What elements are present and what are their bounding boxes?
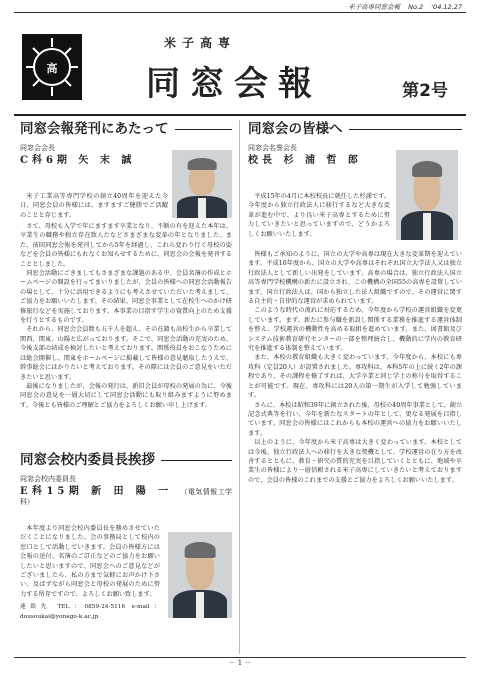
paragraph: 以上のように、今年度から米子高専は大きく変わっています。本校としては今後、独立行政法人への移行を大きな契機として、学校運営の在り方を改善するとともに、教育・研究の質的充実を目指していくとともに、地域や卒業生の皆様により一層信頼される米子高専にしていきたいと考えておりますので、会員の皆様のこれまでの支援とご協力をよろしくお願いいたします。: [248, 439, 462, 484]
paragraph: さらに、本校は昭和39年に創立された後、母校の40周年事業として、創立記念式典等を行い、今年を新たなスタートの年として、更なる発展を目指しています。同窓会の皆様にはこれからも本校の運営への協力をお願いいたします。: [248, 401, 462, 437]
column-divider: [239, 120, 240, 654]
svg-text:高: 高: [46, 62, 58, 75]
paragraph: 最後になりましたが、会報の発行は、新旧会員が母校の発展の為に、今後同窓会の意見を一層大切にして同窓会活動にも取り組みますように努めます。今後とも皆様のご理解とご協力をよろしくお願い申し上げます。: [20, 382, 232, 409]
paragraph: このような時代の流れに対応するため、今年度から学校の運営組織を変更しています。まず、新たに参与職を新設し関係する業務を推進する運営体制を整え、学校運営の機動性を高める取組を進めています。また、図書館及びシステム技術教育研究センターの一部を整理統合し、機動的に学内の教育研究を推進する体制を整えています。: [248, 307, 462, 353]
author-photo: [168, 532, 232, 618]
paragraph: 米子工業高等専門学校の創立40周年を迎えた今日、同窓会員の皆様には、ますますご健勝でご活躍のことと存じます。: [20, 193, 168, 219]
author-name: [20, 487, 232, 508]
author-role: 同窓会名誉会長: [248, 144, 297, 153]
paragraph: 皆様もご承知のように、国立の大学や高専は現在大きな変革期を迎えています。平成16年度から、国立の大学や高専はそれぞれ国立大学法人又は独立行政法人として新しい出発をしています。高専の場合は、独立行政法人国立高等専門学校機構の新たに設立され、この機構の全国55の高専を設置しています。国立行政法人は、国から独立した法人組織ですので、その運営に関する自主的・自律的な運営が求められています。: [248, 251, 462, 306]
masthead: [14, 28, 466, 110]
issue-number: No.2: [408, 3, 424, 11]
paragraph: また、本校の教育組織も大きく変わっています。今年度から、本校にも専攻科（定員20人）が設置されました。専攻科は、本科5年の上に続く2年の課程であり、その課程を修了すれば、大学卒業と同じ学士の称号を取得することが可能です。現在、専攻科には20人の第一期生が入学して勉強しています。: [248, 354, 462, 400]
article-body: [20, 192, 168, 220]
author-photo: [172, 150, 232, 218]
article-heading: 同窓会報発刊にあたって: [20, 125, 232, 134]
author-name: 校長 杉 浦 哲 郎: [248, 154, 362, 166]
article-body: [248, 192, 390, 239]
issue-label: 第2号: [402, 81, 448, 101]
school-logo-icon: [22, 34, 82, 100]
article-heading: 同窓会校内委員長挨拶: [20, 456, 232, 465]
issue-date: '04.12.27: [431, 3, 462, 11]
newsletter-title: 同窓会報: [146, 64, 322, 104]
paragraph: 平成15年の4月に本校校長に就任した杉浦です。今年度から独立行政法人に移行するなど大きな変革が進む中で、より良い米子高専とするために努力していきたいと思っていますので、どうかよろしくお願いいたします。: [248, 193, 390, 238]
top-rule: [14, 12, 466, 13]
author-name: C科6期 矢 末 誠: [20, 154, 136, 166]
article-body-continued: [248, 250, 462, 485]
author-role: 同窓会校内委員長: [20, 475, 76, 484]
paragraph: さて、母校も入学で年にますます卒業となり、不断の有を迎えた本年は、卒業生の職務や独立存在致人たなどさまざまな変革の年となりました。また、前回同窓会報を発刊してから5年を経過し、これら変わり行く母校の姿などを会員の皆様にもれなくお知らせするために、同窓会の会報を発刊することとしました。: [20, 223, 232, 268]
article-body: [20, 524, 160, 622]
publication-name: 米子高専同窓会報: [348, 3, 401, 11]
author-dept: （電気情報工学科）: [20, 487, 232, 507]
contact-info: 連絡先 TEL：0859-24-5116 e-mail：dousoukai@yonago-k.ac.jp: [20, 604, 160, 620]
paragraph: 同窓会活動にごきましてもさまざまな課題のある中、会員名簿の作成とホームページの開設を行ってまいりましたが、会員の皆様への同窓会活動報告の場として、十分に活用できるようにも考えさせていただいた考えまして、ご協力をお願いいたします。その結果、同窓会事業として在校生へのかけ研修旅行などを実施しております。本事業の目指す学生の資質向上のため支援を行うとするものです。: [20, 270, 232, 325]
author-role: 同窓会会長: [20, 144, 55, 153]
school-name: 米子高専: [164, 36, 237, 50]
page-number: － 1 －: [228, 659, 252, 667]
article-heading: 同窓会の皆様へ: [248, 125, 462, 134]
paragraph: それから、同窓会会員数も五千人を超え、その在籍も高校生から卒業して関西、関東、山陽と広がっております。そこで、同窓会活動の充実のため、今後支部の結成を検討したいと考えております。関係役員をおこなうためには総会開催し、関東をホームページに掲載して皆様の意見聴取したうえで、幹事総会にはかりたいと考えております。その際には会員のご意見をいただきたいと思います。: [20, 326, 232, 381]
author-photo: [396, 150, 458, 240]
running-header: [342, 2, 462, 11]
author-name-text: E科15期 新 田 陽 一: [20, 485, 173, 497]
paragraph: 本年度より同窓会校内委員長を務めさせていただくことになりました。会の事務局として校内の窓口として活動していきます。会員の皆様方には会報の送付、名簿のご訂正などのご協力をお願いしたいと思いますので、同窓会へのご意見などがございましたら、私の方まで気軽にお声かけ下さい。及ばずながら同窓会と母校の発展のために努力する所存ですので、よろしくお願い致します。: [20, 525, 160, 598]
article-body-continued: [20, 222, 232, 410]
article-committee: [20, 452, 232, 508]
masthead-rule: [14, 114, 466, 116]
